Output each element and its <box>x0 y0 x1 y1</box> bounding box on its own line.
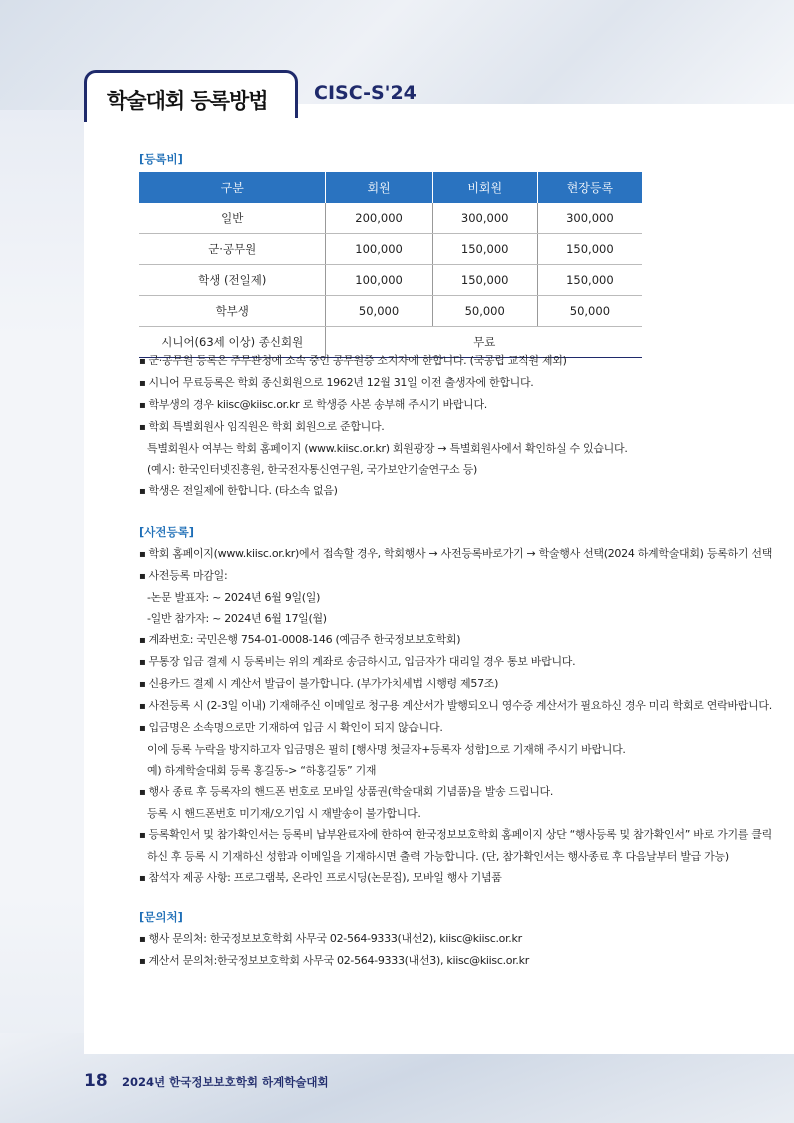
col-header: 현장등록 <box>537 172 642 203</box>
table-cell: 시니어(63세 이상) 종신회원 <box>139 327 326 358</box>
list-item: -논문 발표자: ~ 2024년 6월 9일(일) <box>147 591 321 604</box>
table-row <box>139 203 642 234</box>
list-item: ▪ 계좌번호: 국민은행 754-01-0008-146 (예금주 한국정보보호학회) <box>139 629 772 651</box>
table-cell: 무료 <box>326 327 642 358</box>
table-cell: 200,000 <box>326 203 432 234</box>
list-item: ▪ 시니어 무료등록은 학회 종신회원으로 1962년 12월 31일 이전 출생자에 한합니다. <box>139 372 628 394</box>
list-item: ▪ 등록확인서 및 참가확인서는 등록비 납부완료자에 한하여 한국정보보호학회 홈페이지 상단 “행사등록 및 참가확인서” 바로 가기를 클릭 <box>139 824 772 846</box>
list-item: -일반 참가자: ~ 2024년 6월 17일(월) <box>147 612 327 625</box>
table-cell: 50,000 <box>537 296 642 327</box>
col-header: 회원 <box>326 172 432 203</box>
list-item: ▪ 학회 특별회원사 임직원은 학회 회원으로 준합니다. <box>139 416 628 438</box>
table-row <box>139 265 642 296</box>
fee-table-header <box>139 172 642 203</box>
title-tab <box>84 70 298 118</box>
brand-label: CISC-S'24 <box>314 82 417 104</box>
list-item: ▪ 학생은 전일제에 한합니다. (타소속 없음) <box>139 480 628 502</box>
list-item: 예) 하계학술대회 등록 홍길동-> “하홍길동” 기재 <box>147 764 377 777</box>
fee-heading: [등록비] <box>139 152 183 166</box>
table-cell: 50,000 <box>432 296 537 327</box>
table-cell: 100,000 <box>326 265 432 296</box>
fee-notes <box>139 350 628 502</box>
list-item: ▪ 학회 홈페이지(www.kiisc.or.kr)에서 접속할 경우, 학회행사 → 사전등록바로가기 → 학술행사 선택(2024 하계학술대회) 등록하기 선택 <box>139 543 772 565</box>
page-title: 학술대회 등록방법 <box>107 89 268 113</box>
list-item: ▪ 계산서 문의처:한국정보보호학회 사무국 02-564-9333(내선3), kiisc@kiisc.or.kr <box>139 950 529 972</box>
list-item: ▪ 무통장 입금 결제 시 등록비는 위의 계좌로 송금하시고, 입금자가 대리일 경우 통보 바랍니다. <box>139 651 772 673</box>
list-item: ▪ 학부생의 경우 kiisc@kiisc.or.kr 로 학생증 사본 송부해 주시기 바랍니다. <box>139 394 628 416</box>
table-cell: 150,000 <box>432 265 537 296</box>
list-item: ▪ 행사 문의처: 한국정보보호학회 사무국 02-564-9333(내선2), kiisc@kiisc.or.kr <box>139 928 529 950</box>
list-item: ▪ 신용카드 결제 시 계산서 발급이 불가합니다. (부가가치세법 시행령 제57조) <box>139 673 772 695</box>
table-cell: 일반 <box>139 203 326 234</box>
list-item: (예시: 한국인터넷진흥원, 한국전자통신연구원, 국가보안기술연구소 등) <box>147 463 478 476</box>
list-item: ▪ 참석자 제공 사항: 프로그램북, 온라인 프로시딩(논문집), 모바일 행사 기념품 <box>139 867 772 889</box>
table-cell: 100,000 <box>326 234 432 265</box>
table-cell: 학생 (전일제) <box>139 265 326 296</box>
col-header: 비회원 <box>432 172 537 203</box>
list-item: 이에 등록 누락을 방지하고자 입금명은 필히 [행사명 첫글자+등록자 성함]으로 기재해 주시기 바랍니다. <box>147 743 626 756</box>
table-cell: 학부생 <box>139 296 326 327</box>
table-cell: 300,000 <box>432 203 537 234</box>
fee-table <box>139 172 642 358</box>
title-divider <box>84 104 87 122</box>
table-row <box>139 296 642 327</box>
list-item: ▪ 사전등록 시 (2-3일 이내) 기재해주신 이메일로 청구용 계산서가 발행되오니 영수증 계산서가 필요하신 경우 미리 학회로 연락바랍니다. <box>139 695 772 717</box>
table-cell: 150,000 <box>537 265 642 296</box>
page-number: 18 <box>84 1071 108 1091</box>
contact-heading: [문의처] <box>139 910 183 924</box>
list-item: ▪ 사전등록 마감일: <box>139 565 772 587</box>
table-cell: 군·공무원 <box>139 234 326 265</box>
footer-title: 2024년 한국정보보호학회 하계학술대회 <box>122 1075 329 1089</box>
list-item: ▪ 행사 종료 후 등록자의 핸드폰 번호로 모바일 상품권(학술대회 기념품)을 발송 드립니다. <box>139 781 772 803</box>
pre-heading: [사전등록] <box>139 525 194 539</box>
list-item: ▪ 군·공무원 등록은 주무관청에 소속 중인 공무원증 소지자에 한합니다. (국공립 교직원 제외) <box>139 350 628 372</box>
list-item: 하신 후 등록 시 기재하신 성함과 이메일을 기재하시면 출력 가능합니다. (단, 참가확인서는 행사종료 후 다음날부터 발급 가능) <box>147 850 729 863</box>
col-header: 구분 <box>139 172 326 203</box>
list-item: 등록 시 핸드폰번호 미기재/오기입 시 재발송이 불가합니다. <box>147 807 421 820</box>
table-cell: 50,000 <box>326 296 432 327</box>
table-cell: 150,000 <box>432 234 537 265</box>
table-row <box>139 234 642 265</box>
contact-list <box>139 928 529 972</box>
pre-registration-list <box>139 543 772 889</box>
table-cell: 150,000 <box>537 234 642 265</box>
list-item: 특별회원사 여부는 학회 홈페이지 (www.kiisc.or.kr) 회원광장 → 특별회원사에서 확인하실 수 있습니다. <box>147 442 628 455</box>
list-item: ▪ 입금명은 소속명으로만 기재하여 입금 시 확인이 되지 않습니다. <box>139 717 772 739</box>
table-cell: 300,000 <box>537 203 642 234</box>
